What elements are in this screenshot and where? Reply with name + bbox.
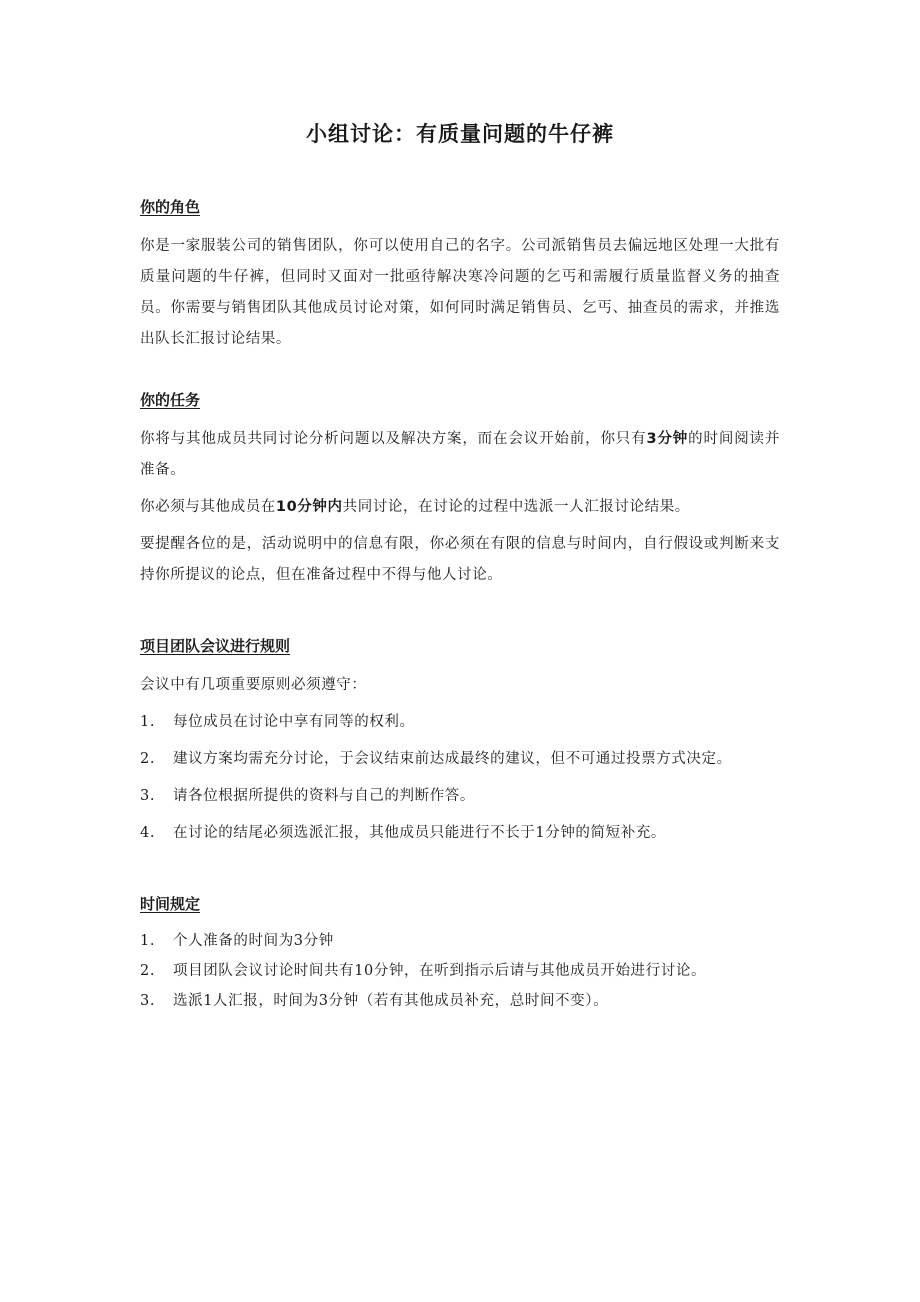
list-number: 3. <box>140 993 156 1009</box>
list-item <box>140 744 780 775</box>
list-item <box>140 707 780 738</box>
timing-heading: 时间规定 <box>140 895 201 913</box>
spacer <box>140 855 780 893</box>
list-number: 1. <box>140 714 156 730</box>
list-text: 每位成员在讨论中享有同等的权利。 <box>173 714 415 730</box>
list-number: 3. <box>140 788 156 804</box>
rules-section <box>140 635 780 849</box>
list-text: 在讨论的结尾必须选派汇报，其他成员只能进行不长于1分钟的简短补充。 <box>173 825 667 841</box>
list-item <box>140 818 780 849</box>
timing-section <box>140 893 780 1014</box>
task-p1-after: 的时间阅读并准备。 <box>140 431 780 478</box>
spacer <box>140 597 780 635</box>
list-text: 选派1人汇报，时间为3分钟（若有其他成员补充，总时间不变）。 <box>173 993 609 1009</box>
list-item <box>140 928 780 954</box>
list-text: 项目团队会议讨论时间共有10分钟，在听到指示后请与其他成员开始进行讨论。 <box>173 963 707 979</box>
task-p2-before: 你必须与其他成员在 <box>140 499 276 515</box>
list-item <box>140 781 780 812</box>
role-section <box>140 196 780 355</box>
spacer <box>140 361 780 389</box>
list-number: 1. <box>140 933 156 949</box>
list-number: 4. <box>140 825 156 841</box>
task-p1-bold: 3分钟 <box>646 431 689 447</box>
role-heading: 你的角色 <box>140 198 201 216</box>
page-title: 小组讨论：有质量问题的牛仔裤 <box>306 122 614 146</box>
list-number: 2. <box>140 963 156 979</box>
list-text: 建议方案均需充分讨论，于会议结束前达成最终的建议，但不可通过投票方式决定。 <box>173 751 732 767</box>
role-text: 你是一家服装公司的销售团队，你可以使用自己的名字。公司派销售员去偏远地区处理一大批有质量问题的牛仔裤，但同时又面对一批亟待解决寒冷问题的乞丐和需履行质量监督义务的抽查员。你需要与销售团队其他成员讨论对策，如何同时满足销售员、乞丐、抽查员的需求，并推选出队长汇报讨论结果。 <box>140 238 780 347</box>
list-text: 请各位根据所提供的资料与自己的判断作答。 <box>173 788 475 804</box>
list-item <box>140 958 780 984</box>
list-text: 个人准备的时间为3分钟 <box>173 933 334 949</box>
list-number: 2. <box>140 751 156 767</box>
list-item <box>140 988 780 1014</box>
task-p2-after: 共同讨论，在讨论的过程中选派一人汇报讨论结果。 <box>342 499 690 515</box>
task-paragraph-2 <box>140 492 780 523</box>
task-p2-bold: 10分钟内 <box>275 499 343 515</box>
task-paragraph-1 <box>140 424 780 486</box>
task-section <box>140 389 780 591</box>
rules-heading: 项目团队会议进行规则 <box>140 637 291 655</box>
timing-list <box>140 928 780 1014</box>
rules-list <box>140 707 780 849</box>
rules-intro: 会议中有几项重要原则必须遵守： <box>140 677 367 693</box>
task-heading: 你的任务 <box>140 391 201 409</box>
task-p1-before: 你将与其他成员共同讨论分析问题以及解决方案，而在会议开始前，你只有 <box>140 431 647 447</box>
task-paragraph-3: 要提醒各位的是，活动说明中的信息有限，你必须在有限的信息与时间内，自行假设或判断来支持你所提议的论点，但在准备过程中不得与他人讨论。 <box>140 536 780 583</box>
